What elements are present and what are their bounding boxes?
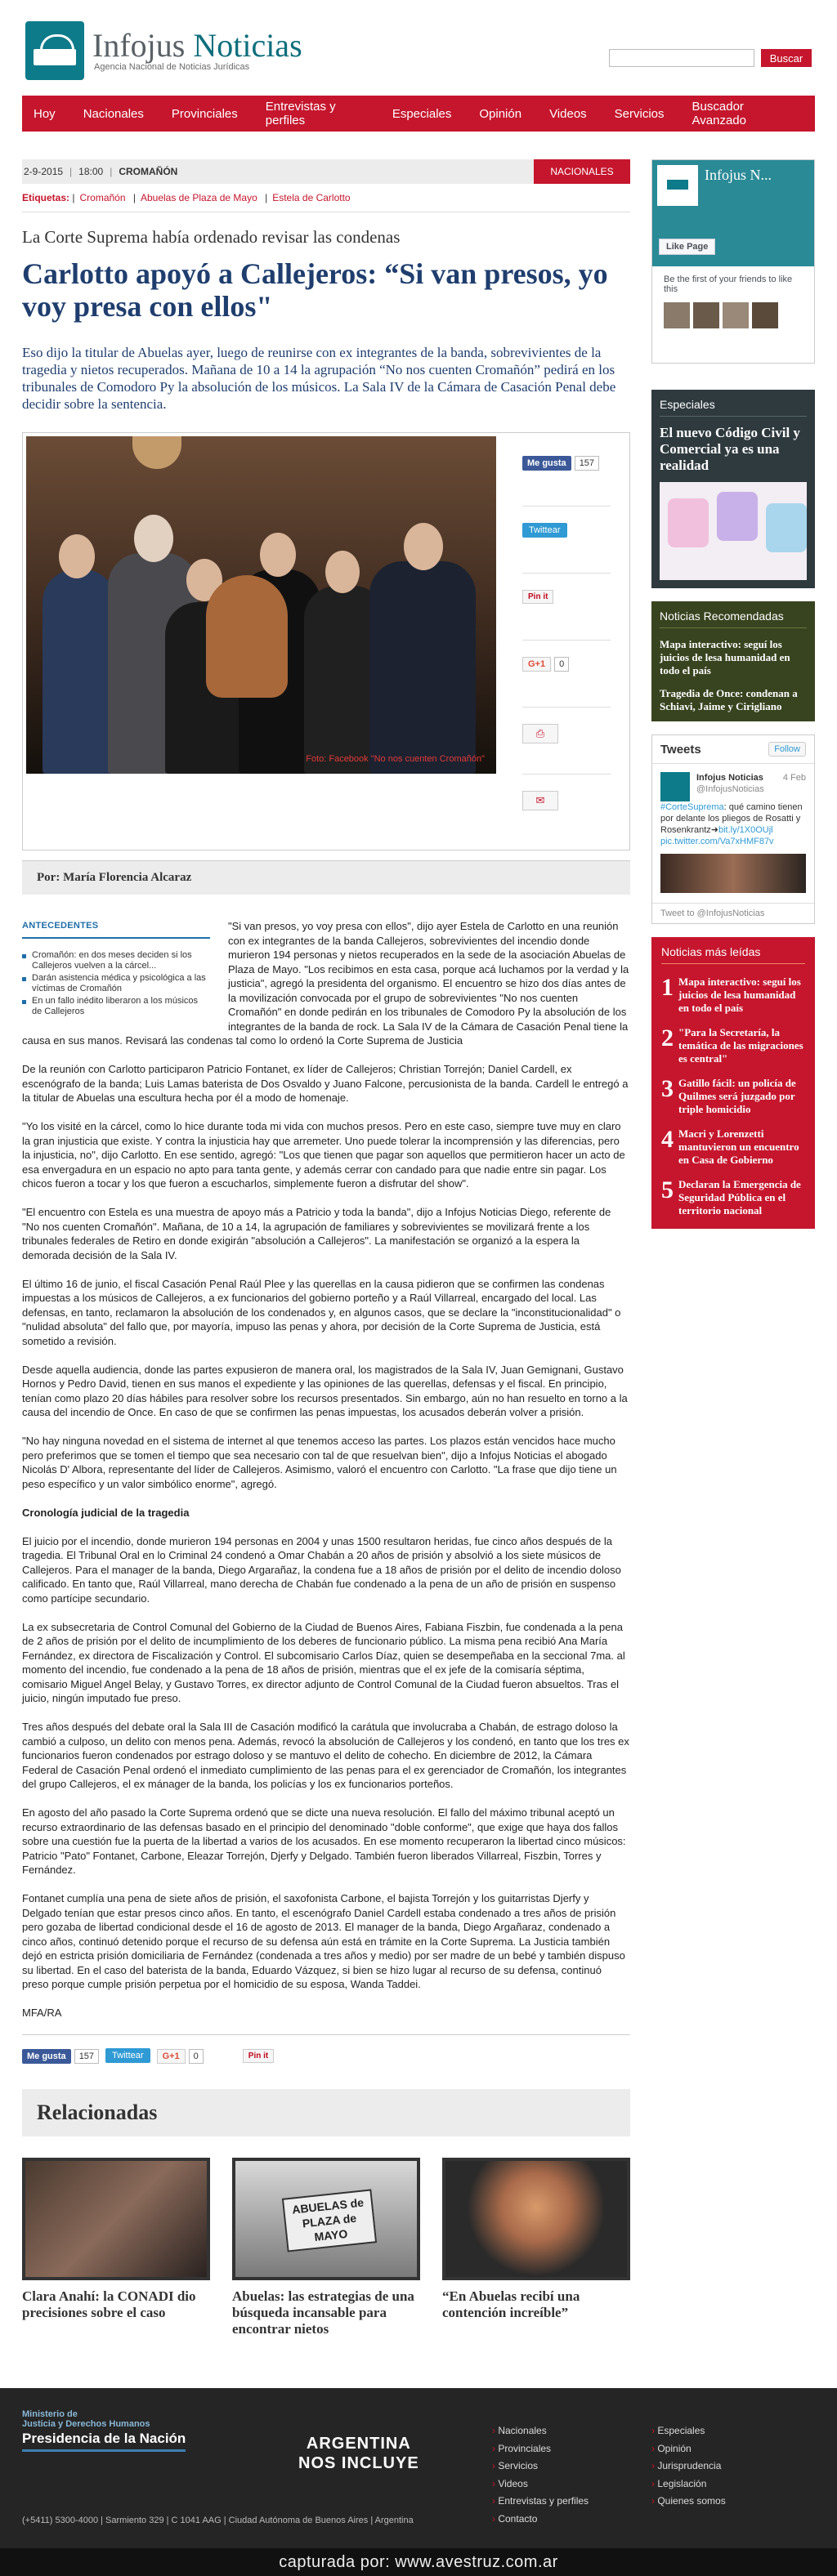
article-paragraph: La ex subsecretaria de Control Comunal del Gobierno de la Ciudad de Buenos Aires, Fabiana Fiszbin, fue condenada a la pena de 2 años de prisión por el delito de incumplimiento de los deberes de funcionario público. La misma pena recibió Ana María Fernández, ex directora de Fiscalización y Control. El subcomisario Carlos Díaz, quien se desempeñaba en la seccional 7ma. al momento del incendio, fue condenado a la pena de 18 años de prisión, mientras que el ex jefe de la comisaría séptima, comisario Miguel Angel Belay, y Gustavo Torres, ex director adjunto de Control Comunal de la Ciudad fueron absueltos. Tras el juicio, ningún imputado fue preso. bbox=[22, 1620, 625, 1704]
footer-link[interactable]: › Entrevistas y perfiles bbox=[492, 2493, 589, 2511]
site-logo[interactable] bbox=[25, 21, 302, 80]
especiales-heading: Especiales bbox=[660, 398, 807, 417]
nav-hoy[interactable]: Hoy bbox=[34, 106, 56, 121]
mas-leida-item[interactable] bbox=[661, 975, 805, 1015]
search-input[interactable] bbox=[609, 49, 754, 67]
footer-links-col2 bbox=[651, 2422, 726, 2511]
footer-address: (+5411) 5300-4000 | Sarmiento 329 | C 1041 AAG | Ciudad Autónoma de Buenos Aires | Argentina bbox=[22, 2516, 414, 2525]
rank-number: 1 bbox=[661, 974, 674, 1001]
footer-link[interactable]: › Jurisprudencia bbox=[651, 2458, 726, 2476]
article-paragraph: "No hay ninguna novedad en el sistema de internet al que tenemos acceso las partes. Los plazos están vencidos hace mucho pero preferimos que se tomen el tiempo que sea necesario con tal de que resuelvan bien", dijo a Infojus Noticias el abogado Nicolás D' Albora, representante del líder de Callejeros. Asimismo, valoró el encuentro con Carlotto. "La frase que dijo tiene un peso específico y un valor simbólico enorme", agregó. bbox=[22, 1435, 617, 1490]
nav-servicios[interactable]: Servicios bbox=[614, 106, 665, 121]
related-title[interactable]: Abuelas: las estrategias de una búsqueda incansable para encontrar nietos bbox=[232, 2288, 414, 2337]
rank-number: 4 bbox=[661, 1126, 674, 1153]
footer-link[interactable]: › Contacto bbox=[492, 2511, 589, 2529]
tweet-button[interactable]: Twittear bbox=[522, 523, 567, 538]
article-meta: 2-9-2015 | 18:00 | CROMAÑÓN NACIONALES bbox=[22, 159, 630, 184]
antecedentes-box bbox=[22, 919, 210, 1019]
article-paragraph: "Yo los visité en la cárcel, como lo hice durante toda mi vida con muchos presos. Pero en este caso, siempre tuve muy en claro la gran injusticia que existe. Y contra la injusticia hay que arremeter. Uno puede tolerar la incomprensión y las diferencias, pero la injusticia, no", dijo Carlotto. En ese sentido, agregó: "Los que tienen que pagar son aquellos que permitieron hacer un acto de esa envergadura en un espacio no apto para tanta gente, y además cerrar con candado para que nadie entre sin pagar. Los chicos fueron a tocar y los que fueron a escucharlos, simplemente fueron a disfrutar del show". bbox=[22, 1120, 625, 1190]
related-section bbox=[22, 2089, 630, 2337]
footer-link[interactable]: › Servicios bbox=[492, 2458, 589, 2476]
tag-link[interactable]: Abuelas de Plaza de Mayo bbox=[140, 192, 257, 203]
tag-link[interactable]: Cromañón bbox=[79, 192, 126, 203]
argentina-nos-incluye-logo bbox=[298, 2434, 419, 2473]
mas-leida-item[interactable] bbox=[661, 1077, 805, 1116]
article-paragraph: El juicio por el incendio, donde murieron 194 personas en 2004 y unas 1500 resultaron heridas, fue cinco años después de la tragedia. El Tribunal Oral en lo Criminal 24 condenó a Omar Chabán a 20 años de prisión y absolvió a los siete músicos de Callejeros. Para el manager de la banda, Diego Argarañaz, la condena fue a 18 años de prisión por el delito de incendio doloso calificado. En tanto que, Raúl Villarreal, mano derecha de Chabán fue condenado a la pena de un año de prisión en suspenso como partícipe secundario. bbox=[22, 1534, 621, 1605]
site-footer bbox=[0, 2388, 837, 2576]
especiales-title[interactable]: El nuevo Código Civil y Comercial ya es una realidad bbox=[660, 425, 800, 473]
tweet-text: : qué camino tienen por delante los pliegos de Rosatti y Rosenkrantz➜ bbox=[660, 802, 803, 835]
rank-number: 3 bbox=[661, 1075, 674, 1102]
site-header bbox=[22, 0, 815, 86]
especiales-image[interactable] bbox=[660, 482, 807, 580]
article-paragraph: En agosto del año pasado la Corte Suprema ordenó que se dicte una nueva resolución. El fallo del máximo tribunal aceptó un recurso extraordinario de las defensas basado en el principio del denominado "doble conforme", que exige que haya dos fallos sobre una cuestión fue la puerta de la libertad a varios de los acusados. En ese momento recuperaron la libertad cinco músicos: Patricio "Pato" Fontanet, Carbone, Eleazar Torrejón, Djerfy y Delgado. También fueron liberados Villarreal, Fiszbin, Torres y Fernández. bbox=[22, 1806, 626, 1876]
logo-name-1: Infojus bbox=[92, 27, 186, 64]
nav-opinion[interactable]: Opinión bbox=[479, 106, 522, 121]
mas-leidas-heading: Noticias más leídas bbox=[661, 945, 805, 964]
related-image[interactable] bbox=[232, 2158, 420, 2280]
tweet-user[interactable]: Infojus Noticias bbox=[696, 773, 763, 783]
footer-logo-line1: Ministerio de bbox=[22, 2409, 78, 2419]
footer-link[interactable]: › Opinión bbox=[651, 2440, 726, 2458]
sidebar bbox=[651, 159, 815, 2337]
mas-leida-item[interactable] bbox=[661, 1026, 805, 1065]
tweet-link[interactable]: bit.ly/1X0OUjl bbox=[718, 825, 773, 835]
article-paragraph: Fontanet cumplía una pena de siete años de prisión, el saxofonista Carbone, el bajista Torrejón y los guitarristas Djerfy y Delgado tenían que estar presos cinco años. En tanto, el escenógrafo Daniel Cardell estaba condenado a tres años de prisión pero gozaba de libertad condicional desde el 16 de agosto de 2013. El manager de la banda, Diego Argañaraz, condenado a cinco años, continuó detenido porque el recurso de su defensa aún está en trámite en la Corte Suprema. La Justicia también dejó en estricta prisión domiciliaria de Fernández (condenada a tres años y medio) por ser madre de un bebé y también dispuso su libertad. En el caso del baterista de la banda, Eduardo Vázquez, si bien se hizo lugar al recurso de su defensa, continuó preso porque cumple prisión perpetua por el homicidio de su esposa, Wanda Taddei. bbox=[22, 1892, 625, 1990]
related-title[interactable]: Clara Anahí: la CONADI dio precisiones sobre el caso bbox=[22, 2288, 196, 2320]
footer-link[interactable]: › Especiales bbox=[651, 2422, 726, 2440]
especiales-box bbox=[651, 390, 815, 588]
article-author: Por: María Florencia Alcaraz bbox=[22, 860, 630, 895]
main-nav bbox=[22, 96, 815, 132]
mas-leida-title[interactable]: Mapa interactivo: seguí los juicios de lesa humanidad en todo el país bbox=[678, 975, 801, 1014]
nav-entrevistas[interactable]: Entrevistas y perfiles bbox=[265, 100, 336, 127]
footer-logo-line3: Presidencia de la Nación bbox=[22, 2431, 186, 2452]
tweets-heading: Tweets bbox=[660, 742, 701, 757]
facebook-like-button[interactable]: Me gusta bbox=[22, 2049, 71, 2064]
bottom-share-bar bbox=[22, 2034, 630, 2063]
article-paragraph: Tres años después del debate oral la Sala III de Casación modificó la carátula que involucraba a Chabán, de estrago doloso la cambió a culposo, un delito con menos pena. Además, revocó la absolución de Callejeros y los condenó, en tanto que los tres ex funcionarios fueron condenados por estrago doloso y se mantuvo el delito de cohecho. En diciembre de 2012, la Cámara Federal de Casación Penal ordenó el inmediato cumplimiento de las penas para el ex gerenciador de Cromañón, los integrantes del grupo Callejeros, el ex mánager de la banda, los policías y los ex funcionarios porteños. bbox=[22, 1721, 629, 1790]
article-media bbox=[22, 432, 630, 850]
twitter-widget bbox=[651, 734, 815, 924]
footer-link[interactable]: › Legislación bbox=[651, 2476, 726, 2493]
article-paragraph: De la reunión con Carlotto participaron Patricio Fontanet, ex líder de Callejeros; Christian Torrejón; Daniel Cardell, ex escenógrafo de la banda; Luis Lamas baterista de Dos Osvaldo y Juano Falcone, percusionista de la banda. Cardell le entregó a la titular de Abuelas una escultura hecha por él a modo de homenaje. bbox=[22, 1063, 629, 1104]
article-kicker: La Corte Suprema había ordenado revisar las condenas bbox=[22, 227, 401, 247]
tweet-to-input[interactable]: Tweet to @InfojusNoticias bbox=[652, 903, 814, 923]
tweet-handle[interactable]: @InfojusNoticias bbox=[696, 784, 764, 794]
article-column bbox=[22, 159, 630, 2337]
facebook-count: 157 bbox=[74, 2049, 99, 2064]
article-signature: MFA/RA bbox=[22, 2007, 62, 2019]
facebook-like-page-button[interactable]: Like Page bbox=[659, 239, 715, 255]
mas-leidas-box bbox=[651, 937, 815, 1229]
tweet-button[interactable]: Twittear bbox=[105, 2048, 150, 2063]
related-image-banner: ABUELAS de PLAZA de MAYO bbox=[282, 2189, 377, 2252]
twitter-follow-button[interactable]: Follow bbox=[768, 742, 806, 757]
section-badge[interactable]: NACIONALES bbox=[534, 159, 630, 184]
article-time: 18:00 bbox=[78, 166, 104, 177]
article-photo[interactable] bbox=[26, 436, 496, 774]
footer-link[interactable]: › Provinciales bbox=[492, 2440, 589, 2458]
antecedente-link[interactable]: Cromañón: en dos meses deciden si los Callejeros vuelven a la cárcel... bbox=[22, 950, 210, 971]
mas-leida-title[interactable]: "Para la Secretaría, la temática de las migraciones es central" bbox=[678, 1026, 803, 1065]
tweet-date: 4 Feb bbox=[782, 773, 806, 783]
recomendadas-heading: Noticias Recomendadas bbox=[660, 609, 807, 628]
logo-icon bbox=[25, 21, 84, 80]
twitter-avatar[interactable] bbox=[660, 772, 690, 801]
antecedente-link[interactable]: En un fallo inédito liberaron a los músicos de Callejeros bbox=[22, 996, 210, 1017]
tweet-hashtag[interactable]: #CorteSuprema bbox=[660, 802, 724, 812]
facebook-widget bbox=[651, 159, 815, 364]
related-item[interactable] bbox=[22, 2158, 210, 2337]
nav-videos[interactable]: Videos bbox=[549, 106, 587, 121]
article-body bbox=[22, 919, 630, 2020]
mas-leida-title[interactable]: Gatillo fácil: un policía de Quilmes será juzgado por triple homicidio bbox=[678, 1077, 796, 1115]
recomendada-link[interactable]: Tragedia de Once: condenan a Schiavi, Jaime y Cirigliano bbox=[660, 687, 798, 712]
footer-links-col1 bbox=[492, 2422, 589, 2528]
related-item[interactable] bbox=[442, 2158, 630, 2337]
google-plus-count: 0 bbox=[554, 657, 569, 672]
recomendadas-box bbox=[651, 601, 815, 721]
article-lead: Eso dijo la titular de Abuelas ayer, luego de reunirse con ex integrantes de la banda, sobrevivientes de la tragedia y nietos recuperados. Mañana de 10 a 14 la agrupación “No nos cuenten Cromañón” pedirá en los tribunales de Comodoro Py la absolución de los músicos. La Sala IV de la Cámara de Casación Penal debe decidir sobre la sentencia. bbox=[22, 345, 616, 412]
article-title: Carlotto apoyó a Callejeros: “Si van presos, yo voy presa con ellos" bbox=[22, 257, 608, 323]
tag-link[interactable]: Estela de Carlotto bbox=[272, 192, 351, 203]
photo-caption: Foto: Facebook "No nos cuenten Cromañón" bbox=[306, 754, 485, 764]
ministerio-logo[interactable] bbox=[22, 2409, 186, 2452]
email-icon[interactable]: ✉ bbox=[522, 791, 558, 810]
antecedentes-title: ANTECEDENTES bbox=[22, 919, 210, 939]
tweet-pic-link[interactable]: pic.twitter.com/Va7xHMF87v bbox=[660, 837, 774, 846]
article-topic[interactable]: CROMAÑÓN bbox=[119, 166, 178, 177]
related-item[interactable] bbox=[232, 2158, 420, 2337]
article-subheading: Cronología judicial de la tragedia bbox=[22, 1506, 190, 1519]
google-plus-button[interactable]: G+1 bbox=[522, 657, 551, 672]
article-paragraph: "El encuentro con Estela es una muestra de apoyo más a Patricio y toda la banda", dijo a Infojus Noticias Diego, referente de "No nos cuenten Cromañón". Mañana, de 10 a 14, la agrupación de familiares y sobrevivientes se movilizará frente a los tribunales federales de Retiro en donde exigirán "absolución a Callejeros". La manifestación se organizó a la espera la demorada decisión de la Sala IV. bbox=[22, 1206, 611, 1261]
tags-label: Etiquetas: bbox=[22, 192, 70, 203]
nav-especiales[interactable]: Especiales bbox=[392, 106, 452, 121]
article-paragraph: El último 16 de junio, el fiscal Casación Penal Raúl Plee y las querellas en la causa pidieron que se confirmen las condenas impuestas a los músicos de Callejeros, a ex funcionarios del gobierno porteño y a Raúl Villarreal, encargado del local. Las defensas, en tanto, reclamaron la absolución de los condenados y, en algunos casos, que se declare la "inconstitucionalidad" o "nulidad absoluta" del fallo que, por mayoría, impuso las penas y ahora, por decisión de la Corte Suprema de Justicia, está sometido a revisión. bbox=[22, 1277, 621, 1347]
nav-nacionales[interactable]: Nacionales bbox=[83, 106, 144, 121]
antecedente-link[interactable]: Darán asistencia médica y psicológica a las víctimas de Cromañón bbox=[22, 973, 210, 994]
mas-leida-title[interactable]: Declaran la Emergencia de Seguridad Pública en el territorio nacional bbox=[678, 1178, 801, 1217]
facebook-count: 157 bbox=[575, 456, 599, 471]
related-title[interactable]: “En Abuelas recibí una contención increíble” bbox=[442, 2288, 580, 2320]
footer-link[interactable]: › Quienes somos bbox=[651, 2493, 726, 2511]
tweet-image[interactable] bbox=[660, 854, 806, 893]
pinterest-button[interactable]: Pin it bbox=[522, 590, 553, 604]
nav-buscador[interactable]: Buscador Avanzado bbox=[692, 100, 746, 127]
google-plus-button[interactable]: G+1 bbox=[157, 2049, 186, 2064]
footer-link[interactable]: › Nacionales bbox=[492, 2422, 589, 2440]
nav-provinciales[interactable]: Provinciales bbox=[171, 106, 238, 121]
footer-mid-line2: NOS INCLUYE bbox=[298, 2454, 419, 2472]
facebook-like-button[interactable]: Me gusta bbox=[522, 456, 571, 471]
logo-subtitle: Agencia Nacional de Noticias Jurídicas bbox=[94, 62, 250, 72]
facebook-page-avatar[interactable] bbox=[657, 165, 698, 206]
mas-leida-title[interactable]: Macri y Lorenzetti mantuvieron un encuentro en Casa de Gobierno bbox=[678, 1127, 799, 1166]
mas-leida-item[interactable] bbox=[661, 1178, 805, 1217]
logo-name-2: Noticias bbox=[193, 27, 302, 64]
share-sidebar bbox=[499, 433, 622, 850]
search-form bbox=[609, 49, 812, 67]
capture-watermark: capturada por: www.avestruz.com.ar bbox=[0, 2548, 837, 2576]
search-button[interactable]: Buscar bbox=[761, 49, 812, 67]
facebook-faces bbox=[652, 302, 814, 328]
facebook-page-name[interactable]: Infojus N... bbox=[705, 167, 772, 183]
facebook-friends-text: Be the first of your friends to like this bbox=[664, 275, 793, 294]
related-image[interactable] bbox=[442, 2158, 630, 2280]
article-date: 2-9-2015 bbox=[24, 166, 64, 177]
article-paragraph: Desde aquella audiencia, donde las partes expusieron de manera oral, los magistrados de la Sala IV, Juan Gemignani, Gustavo Hornos y Pedro David, tienen en sus manos el expediente y las opiniones de las querellas, defensas y el fiscal. En principio, tenían como plazo 20 días hábiles para resolver sobre los recursos presentados. Sin embargo, aún no han resuelto en torno a la causa del incendio de Once. En caso de que se confirmen las penas impuestas, los acusados deberán volver a prisión. bbox=[22, 1363, 628, 1418]
mas-leida-item[interactable] bbox=[661, 1127, 805, 1167]
related-heading: Relacionadas bbox=[22, 2089, 630, 2136]
footer-mid-line1: ARGENTINA bbox=[306, 2435, 411, 2453]
pinterest-button[interactable]: Pin it bbox=[243, 2049, 274, 2063]
footer-link[interactable]: › Videos bbox=[492, 2476, 589, 2493]
rank-number: 2 bbox=[661, 1025, 674, 1051]
footer-logo-line2: Justicia y Derechos Humanos bbox=[22, 2419, 150, 2429]
print-icon[interactable]: ⎙ bbox=[522, 724, 558, 743]
related-image[interactable] bbox=[22, 2158, 210, 2280]
recomendada-link[interactable]: Mapa interactivo: seguí los juicios de lesa humanidad en todo el país bbox=[660, 638, 790, 676]
tags-row: Etiquetas: | Cromañón | Abuelas de Plaza de Mayo | Estela de Carlotto bbox=[22, 192, 630, 212]
rank-number: 5 bbox=[661, 1176, 674, 1203]
article-paragraph: "Si van presos, yo voy presa con ellos", dijo ayer Estela de Carlotto en una reunión con ex integrantes de la banda Callejeros, sobrevivientes del incendio donde murieron 194 personas y nietos recuperados en la sede de la asociación Abuelas de Plaza de Mayo. "Los recibimos en esta casa, porque acá luchamos por la verdad y la justicia", agregó la presidenta del organismo. El encuentro se hizo dos días antes de la movilización convocada por el grupo de sobrevivientes "No nos cuenten Cromañón" en donde pedirán en los tribunales de Comodoro Py la absolución de los integrantes de la banda de rock. La Sala IV de la Cámara de Casación Penal tiene la causa en sus manos. Revisará las condenas tal como lo ordenó la Corte Suprema de Justicia bbox=[22, 920, 629, 1047]
google-plus-count: 0 bbox=[189, 2049, 204, 2064]
